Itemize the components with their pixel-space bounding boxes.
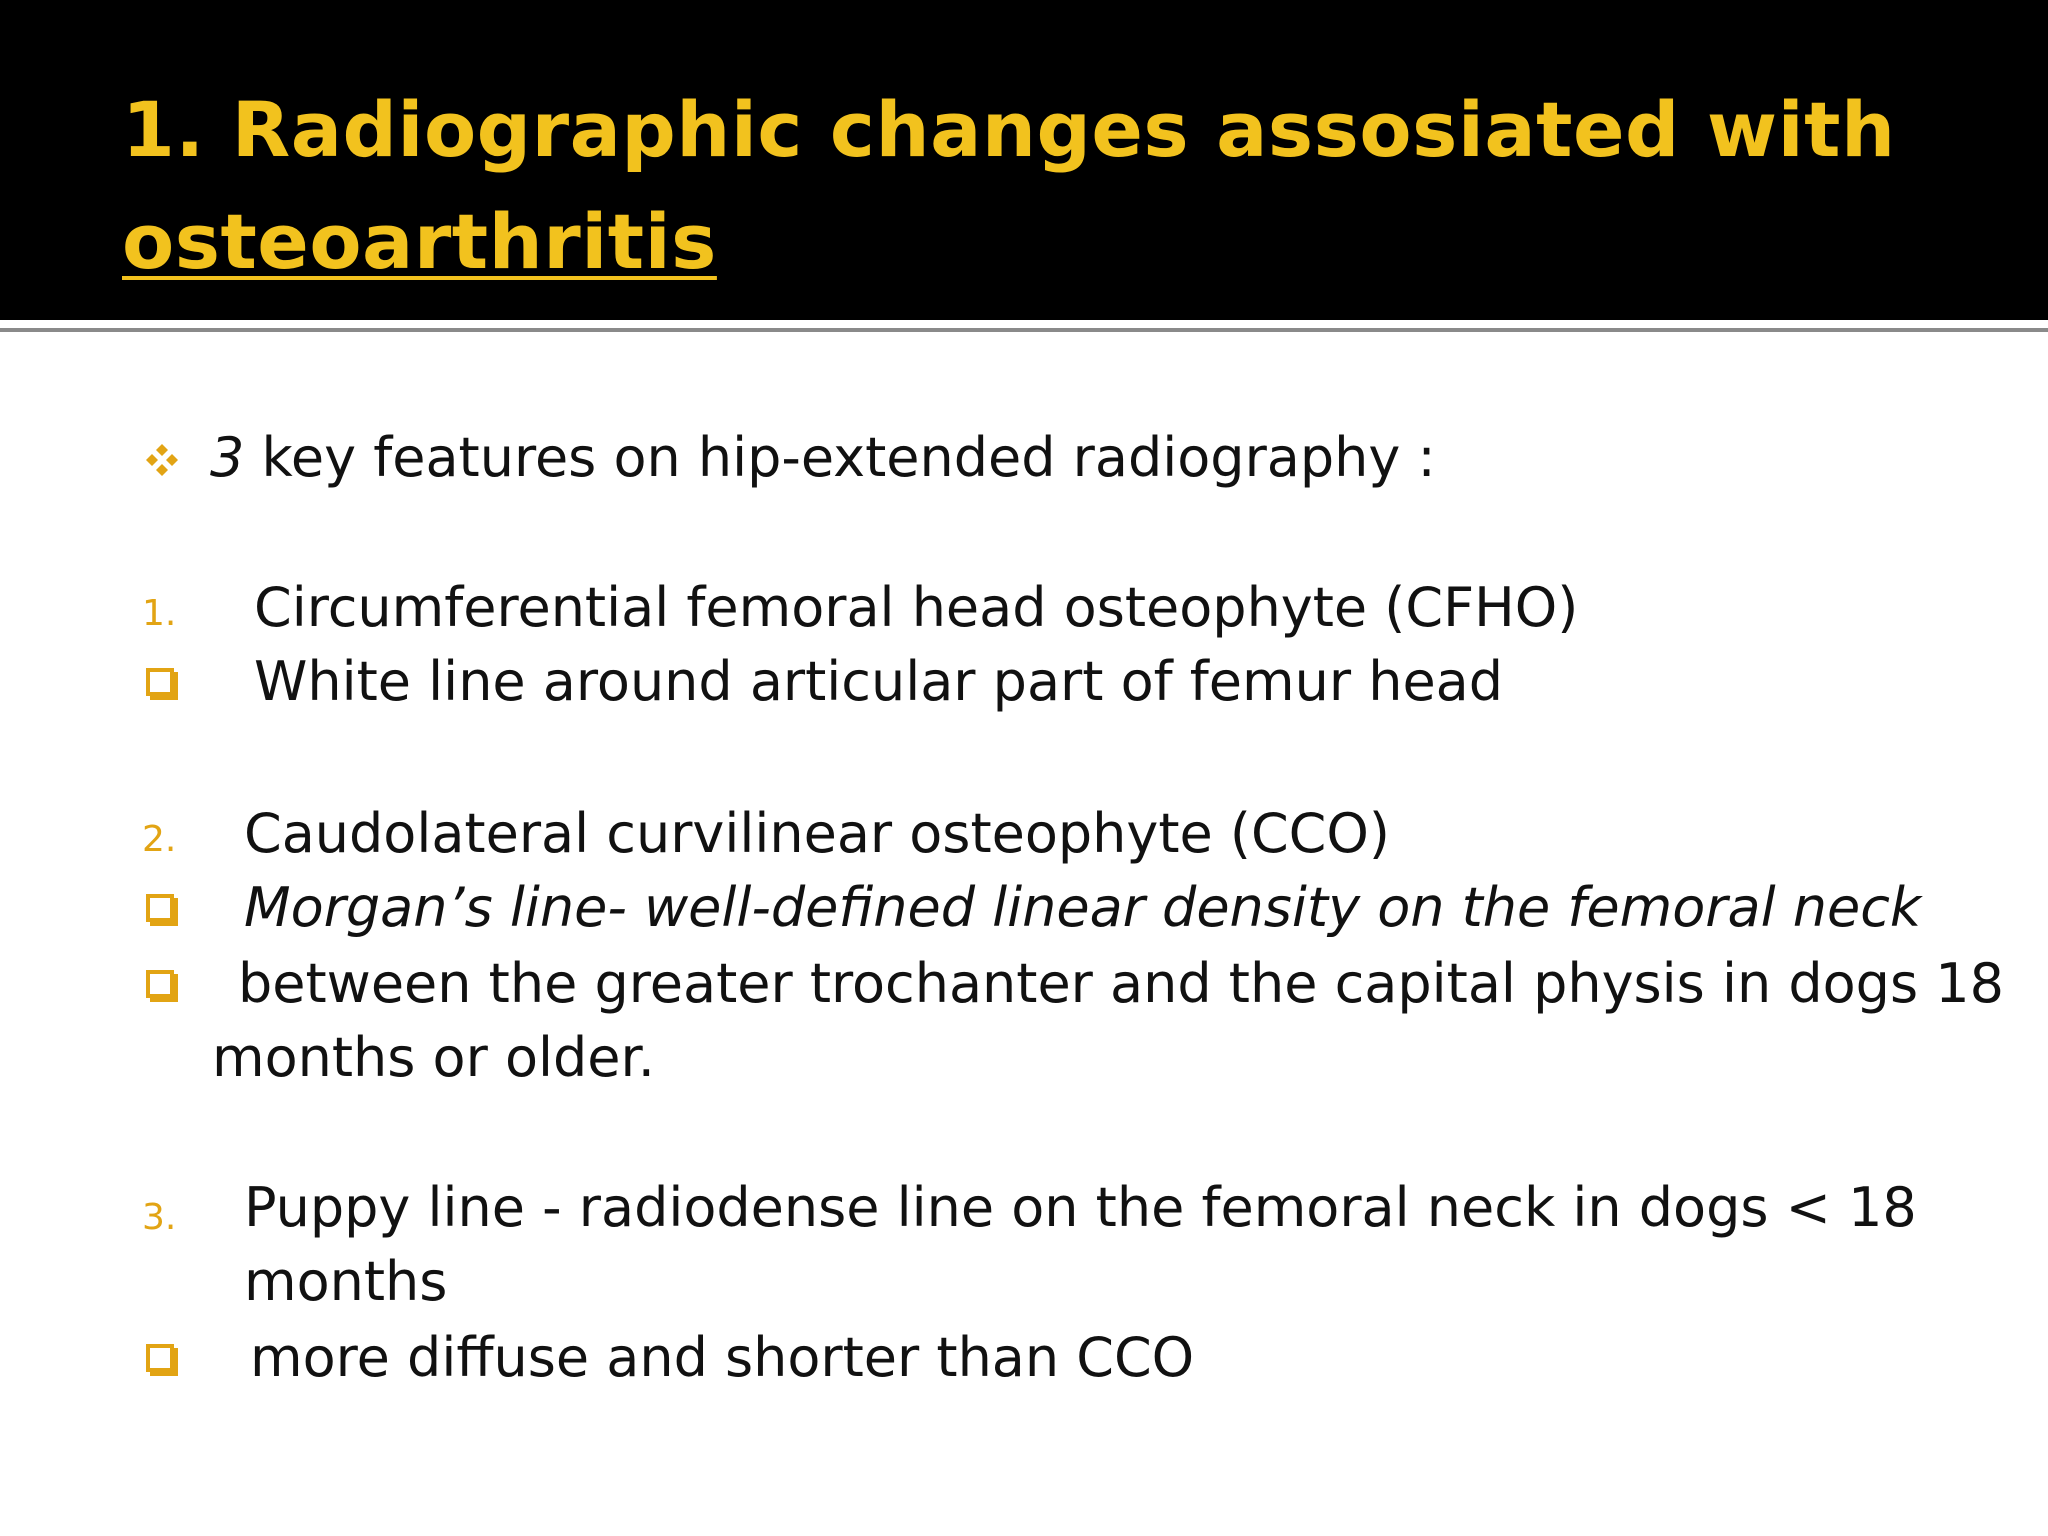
intro-line — [210, 422, 1436, 494]
item-2-bullet-2-continuation: months or older. — [212, 1026, 655, 1089]
item-3-heading: Puppy line - radiodense line on the femoral neck in dogs < 18 — [244, 1176, 1917, 1239]
item-3-heading-continuation: months — [244, 1250, 448, 1313]
item-1-number: 1. — [142, 593, 177, 634]
item-3-number: 3. — [142, 1197, 177, 1238]
checkbox-bullet-icon — [146, 894, 174, 922]
slide-title-line-2: osteoarthritis — [122, 197, 717, 286]
intro-number: 3 — [210, 426, 245, 489]
intro-text: key features on hip-extended radiography : — [244, 426, 1436, 489]
item-2-number: 2. — [142, 819, 177, 860]
checkbox-bullet-icon — [146, 668, 174, 696]
item-3-bullet-1: more diffuse and shorter than CCO — [250, 1326, 1195, 1389]
item-2-bullet-2: between the greater trochanter and the capital physis in dogs 18 — [238, 952, 2004, 1015]
slide-title-line-1: 1. Radiographic changes assosiated with — [122, 85, 1896, 174]
item-1-heading: Circumferential femoral head osteophyte (CFHO) — [254, 576, 1579, 639]
item-2-heading: Caudolateral curvilinear osteophyte (CCO) — [244, 802, 1390, 865]
diamond-bullet-icon — [144, 442, 180, 478]
item-2-bullet-1: Morgan’s line- well-defined linear density on the femoral neck — [244, 876, 1922, 939]
item-1-bullet-1: White line around articular part of femur head — [254, 650, 1504, 713]
checkbox-bullet-icon — [146, 970, 174, 998]
checkbox-bullet-icon — [146, 1344, 174, 1372]
